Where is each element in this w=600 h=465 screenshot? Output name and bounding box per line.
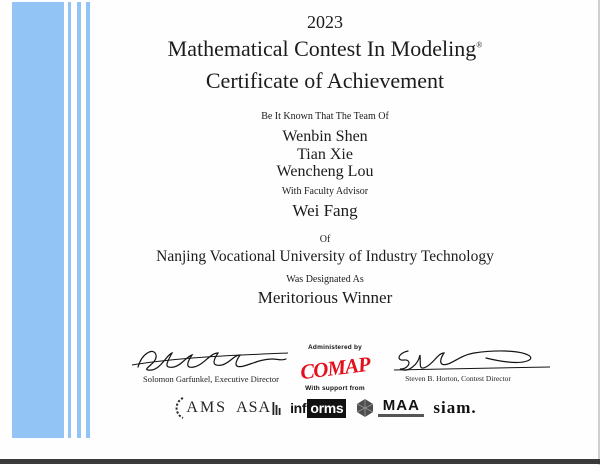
administered-by-label: Administered by xyxy=(308,344,362,351)
informs-logo xyxy=(290,399,346,418)
designation-label: Was Designated As xyxy=(286,274,364,285)
informs-logo-prefix: inf xyxy=(290,400,307,416)
ams-logo xyxy=(173,397,227,419)
certificate-content xyxy=(75,0,575,465)
asa-logo-text: ASA xyxy=(236,399,272,416)
contest-director-signature-block xyxy=(390,347,558,383)
contest-title xyxy=(75,36,575,62)
executive-director-caption: Solomon Garfunkel, Executive Director xyxy=(143,374,279,384)
left-band-stripe-1 xyxy=(68,2,71,438)
institution-name: Nanjing Vocational University of Industry Technology xyxy=(156,248,494,265)
team-members-list xyxy=(75,128,575,181)
maa-icosahedron-icon xyxy=(355,398,375,418)
team-member-1: Wenbin Shen xyxy=(282,128,368,145)
solomon-garfunkel-signature-icon xyxy=(130,346,290,374)
comap-block xyxy=(292,344,378,392)
maa-logo-text: MAA xyxy=(382,397,420,414)
maa-text-column xyxy=(378,399,424,417)
maa-tagline-bar xyxy=(378,414,424,417)
ams-arc-icon xyxy=(173,397,185,419)
ams-logo-text: AMS xyxy=(186,399,228,416)
team-member-2: Tian Xie xyxy=(297,145,353,163)
certificate-subtitle: Certificate of Achievement xyxy=(205,68,445,93)
siam-logo: siam. xyxy=(433,398,477,417)
contest-title-text: Mathematical Contest In Modeling xyxy=(167,36,477,61)
executive-director-signature-block xyxy=(130,346,292,384)
sponsor-logos-row xyxy=(75,397,575,419)
advisor-name: Wei Fang xyxy=(292,201,358,220)
asa-logo xyxy=(236,399,281,417)
left-band-wide xyxy=(12,2,64,438)
contest-director-caption: Steven B. Horton, Contest Director xyxy=(405,374,511,383)
contest-year: 2023 xyxy=(307,12,343,32)
maa-logo xyxy=(355,398,424,418)
designation-title: Meritorious Winner xyxy=(257,288,393,307)
informs-logo-boxed: orms xyxy=(307,399,346,418)
asa-bars-icon xyxy=(272,401,281,415)
of-label: Of xyxy=(319,234,331,245)
comap-logo-icon xyxy=(296,352,374,384)
support-from-label: With support from xyxy=(305,385,365,392)
steven-horton-signature-icon xyxy=(390,347,555,374)
registered-mark: ® xyxy=(476,40,483,50)
advisor-label: With Faculty Advisor xyxy=(281,186,369,197)
svg-text:COMAP: COMAP xyxy=(298,352,372,384)
team-member-3: Wencheng Lou xyxy=(276,163,374,180)
team-intro-label: Be It Known That The Team Of xyxy=(261,111,389,122)
